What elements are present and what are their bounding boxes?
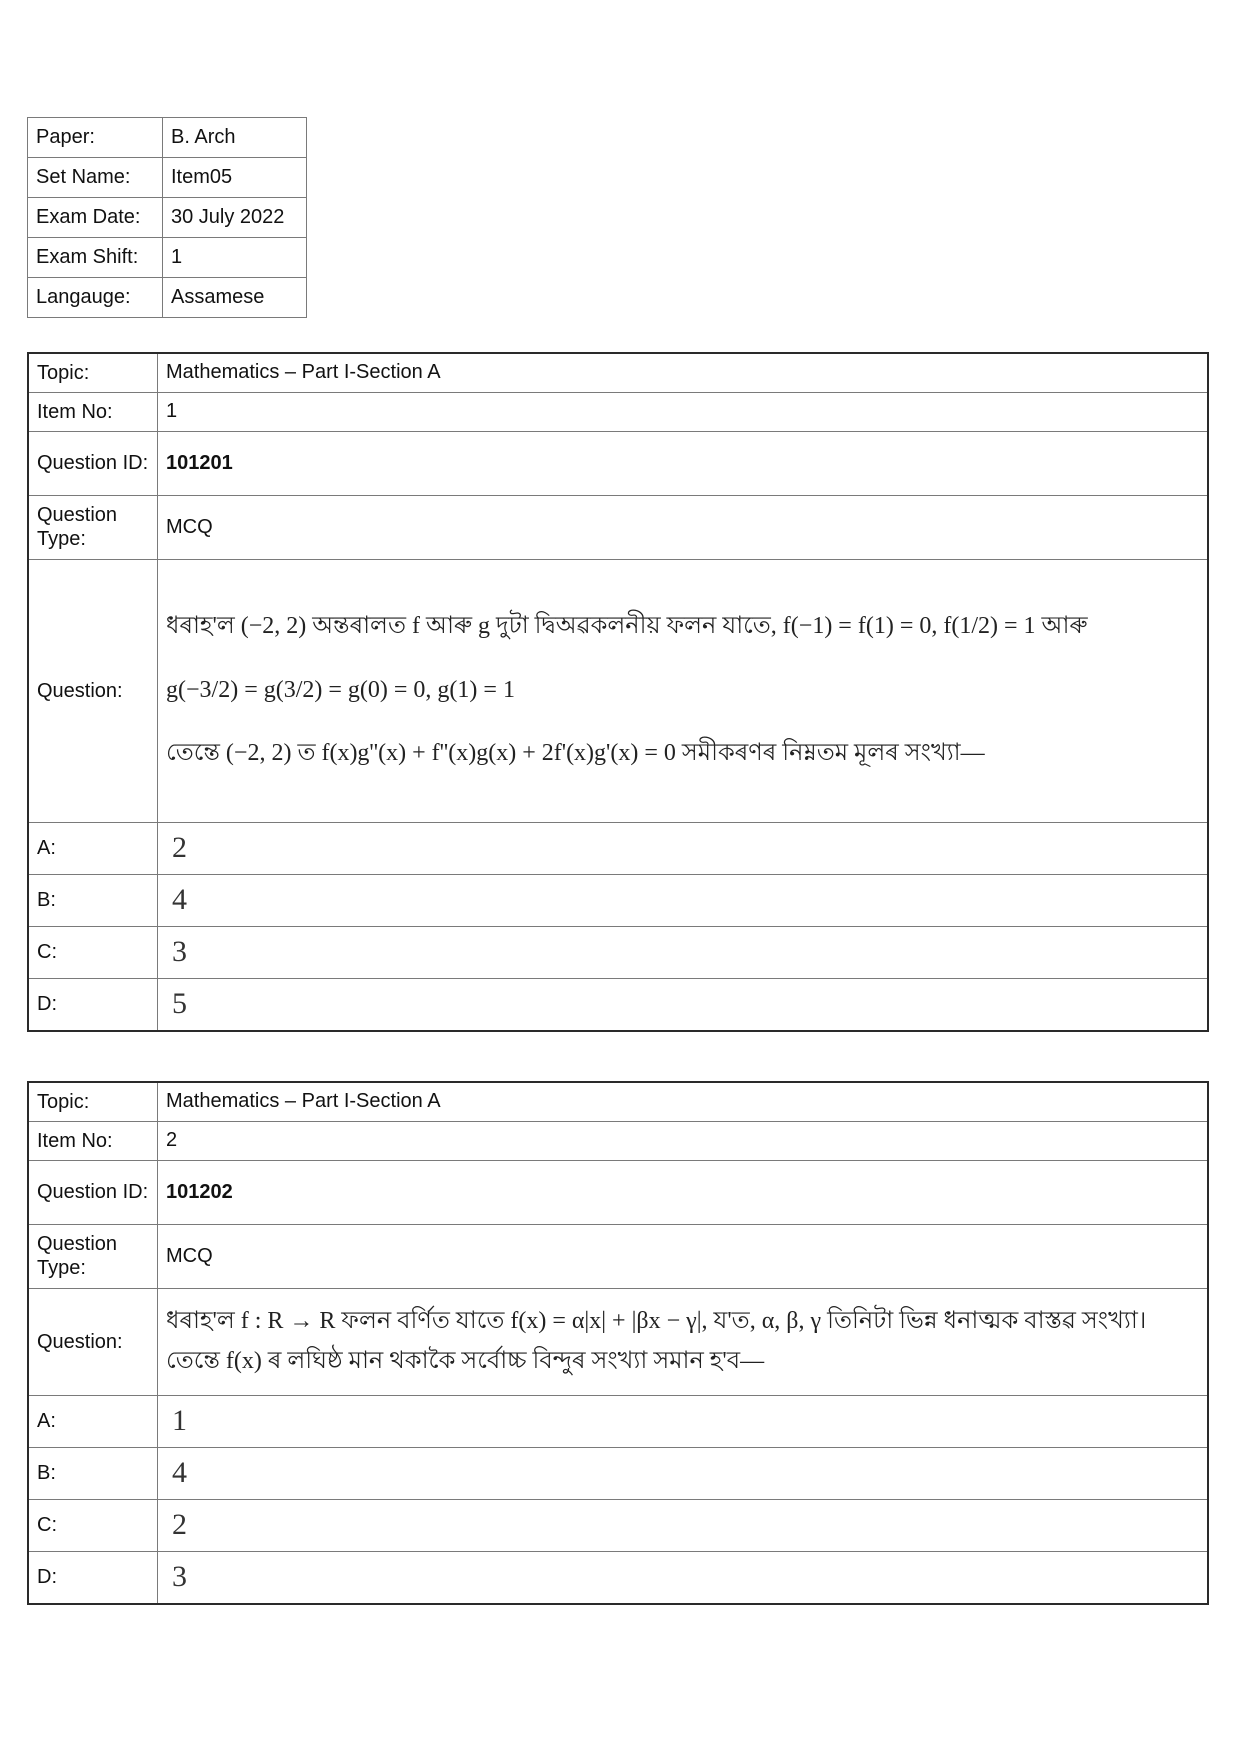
question-text bbox=[158, 559, 1209, 822]
info-row-set-name bbox=[28, 158, 307, 198]
option-value: 5 bbox=[158, 978, 1209, 1031]
option-label: B: bbox=[28, 1447, 158, 1499]
question-id-label: Question ID: bbox=[28, 1160, 158, 1224]
info-value: 1 bbox=[163, 238, 307, 278]
option-row-d bbox=[28, 978, 1208, 1031]
question-type-row bbox=[28, 495, 1208, 559]
option-row-a bbox=[28, 822, 1208, 874]
info-label: Exam Date: bbox=[28, 198, 163, 238]
item-no-label: Item No: bbox=[28, 1121, 158, 1160]
question-row bbox=[28, 559, 1208, 822]
option-row-a bbox=[28, 1395, 1208, 1447]
question-type-value: MCQ bbox=[158, 495, 1209, 559]
question-text bbox=[158, 1288, 1209, 1395]
topic-row bbox=[28, 353, 1208, 392]
option-row-c bbox=[28, 1499, 1208, 1551]
option-value: 3 bbox=[158, 1551, 1209, 1604]
option-value: 3 bbox=[158, 926, 1209, 978]
question-line: তেন্তে (−2, 2) ত f(x)g''(x) + f''(x)g(x) + 2f'(x)g'(x) = 0 সমীকৰণৰ নিম্নতম মূলৰ সংখ্যা— bbox=[166, 740, 985, 767]
option-label: C: bbox=[28, 1499, 158, 1551]
item-no-value: 2 bbox=[158, 1121, 1209, 1160]
question-label: Question: bbox=[28, 559, 158, 822]
option-label: A: bbox=[28, 1395, 158, 1447]
option-value: 1 bbox=[158, 1395, 1209, 1447]
question-type-label: Question Type: bbox=[28, 495, 158, 559]
question-table-2 bbox=[27, 1081, 1209, 1605]
question-label: Question: bbox=[28, 1288, 158, 1395]
info-label: Paper: bbox=[28, 118, 163, 158]
question-id-value: 101202 bbox=[158, 1160, 1209, 1224]
item-no-value: 1 bbox=[158, 392, 1209, 431]
info-label: Langauge: bbox=[28, 278, 163, 318]
option-row-b bbox=[28, 1447, 1208, 1499]
item-no-row bbox=[28, 392, 1208, 431]
info-row-exam-shift bbox=[28, 238, 307, 278]
option-row-d bbox=[28, 1551, 1208, 1604]
option-label: C: bbox=[28, 926, 158, 978]
topic-row bbox=[28, 1082, 1208, 1121]
question-row bbox=[28, 1288, 1208, 1395]
info-row-language bbox=[28, 278, 307, 318]
option-label: A: bbox=[28, 822, 158, 874]
question-type-label: Question Type: bbox=[28, 1224, 158, 1288]
question-line: ধৰাহ'ল (−2, 2) অন্তৰালত f আৰু g দুটা দ্বিঅৱকলনীয় ফলন যাতে, f(−1) = f(1) = 0, f(1/2) = 1 আৰু bbox=[166, 613, 1088, 640]
option-value: 4 bbox=[158, 874, 1209, 926]
info-label: Exam Shift: bbox=[28, 238, 163, 278]
question-id-value: 101201 bbox=[158, 431, 1209, 495]
topic-label: Topic: bbox=[28, 353, 158, 392]
question-id-row bbox=[28, 1160, 1208, 1224]
question-table-1 bbox=[27, 352, 1209, 1032]
info-value: Assamese bbox=[163, 278, 307, 318]
option-row-b bbox=[28, 874, 1208, 926]
question-type-value: MCQ bbox=[158, 1224, 1209, 1288]
info-value: Item05 bbox=[163, 158, 307, 198]
topic-label: Topic: bbox=[28, 1082, 158, 1121]
topic-value: Mathematics – Part I-Section A bbox=[158, 1082, 1209, 1121]
item-no-row bbox=[28, 1121, 1208, 1160]
option-row-c bbox=[28, 926, 1208, 978]
info-row-paper bbox=[28, 118, 307, 158]
question-id-label: Question ID: bbox=[28, 431, 158, 495]
question-line: ধৰাহ'ল f : R → R ফলন বৰ্ণিত যাতে f(x) = α|x| + |βx − γ|, য'ত, α, β, γ তিনিটা ভিন্ন ধনাত্মক বাস্তৱ সংখ্যা। bbox=[166, 1307, 1147, 1334]
option-value: 2 bbox=[158, 822, 1209, 874]
item-no-label: Item No: bbox=[28, 392, 158, 431]
option-label: B: bbox=[28, 874, 158, 926]
info-value: 30 July 2022 bbox=[163, 198, 307, 238]
question-line: g(−3/2) = g(3/2) = g(0) = 0, g(1) = 1 bbox=[166, 676, 515, 703]
option-value: 4 bbox=[158, 1447, 1209, 1499]
topic-value: Mathematics – Part I-Section A bbox=[158, 353, 1209, 392]
option-label: D: bbox=[28, 978, 158, 1031]
option-label: D: bbox=[28, 1551, 158, 1604]
question-line: তেন্তে f(x) ৰ লঘিষ্ঠ মান থকাকৈ সৰ্বোচ্চ বিন্দুৰ সংখ্যা সমান হ'ব— bbox=[166, 1347, 765, 1374]
info-row-exam-date bbox=[28, 198, 307, 238]
question-type-row bbox=[28, 1224, 1208, 1288]
paper-info-table bbox=[27, 117, 307, 318]
option-value: 2 bbox=[158, 1499, 1209, 1551]
info-value: B. Arch bbox=[163, 118, 307, 158]
info-label: Set Name: bbox=[28, 158, 163, 198]
question-id-row bbox=[28, 431, 1208, 495]
